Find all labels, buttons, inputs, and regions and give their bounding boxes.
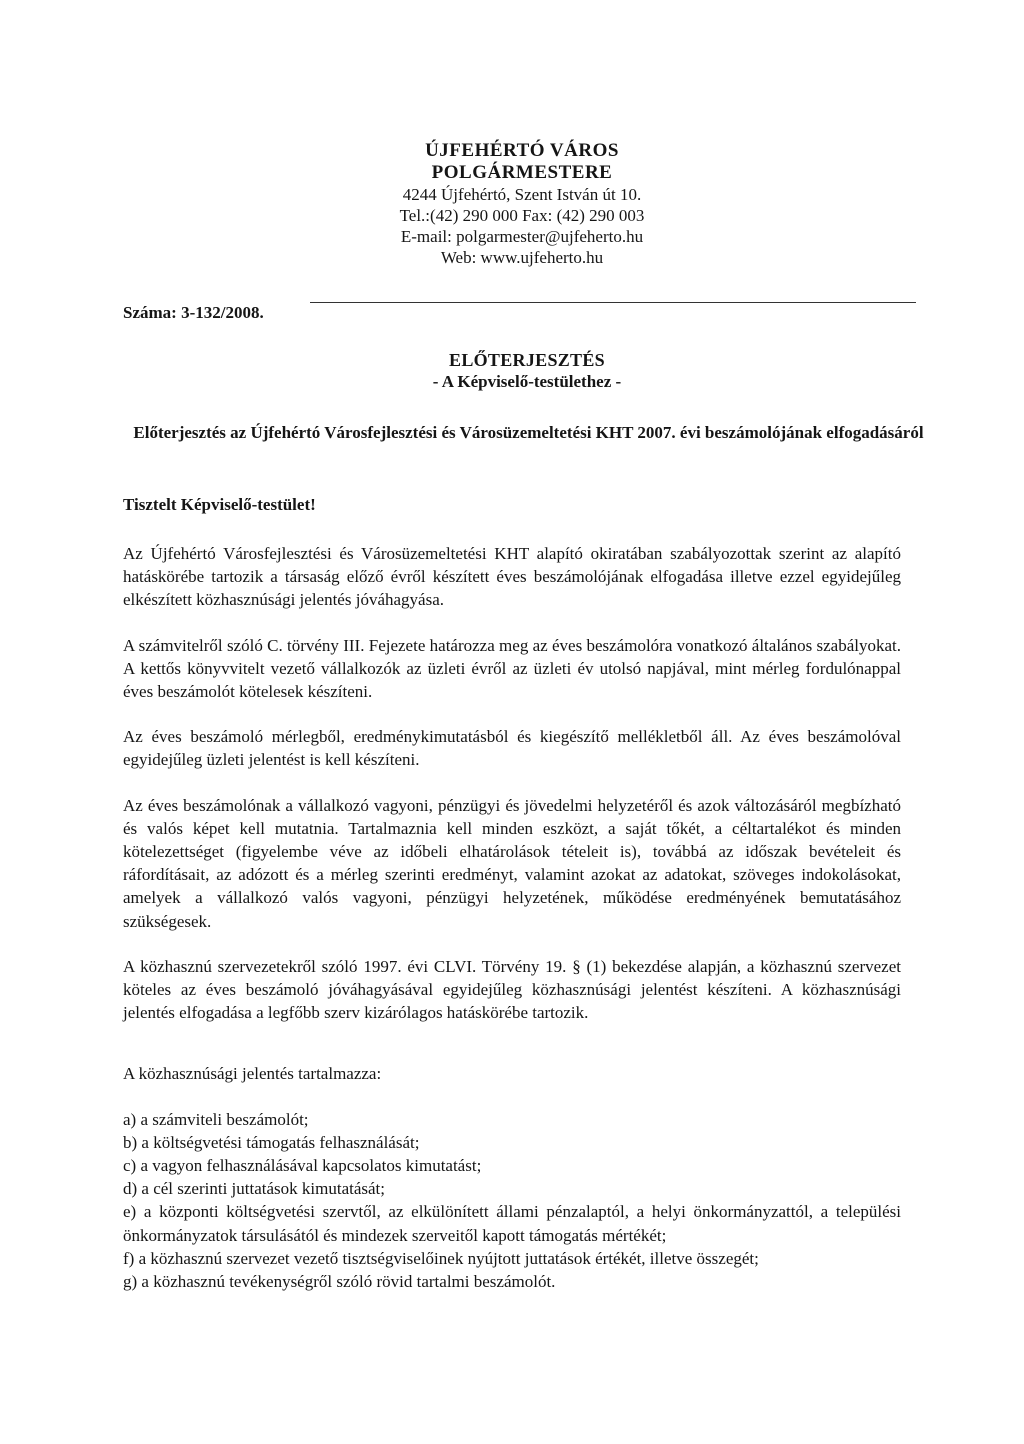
body-paragraph-5: A közhasznú szervezetekről szóló 1997. évi CLVI. Törvény 19. § (1) bekezdése alapján, a közhasznú szervezet köteles az éves beszámoló jóváhagyásával egyidejűleg közhasznúsági jelentést készíteni. A közhasznúsági jelentés elfogadása a legfőbb szerv kizárólagos hatáskörébe tartozik. [123, 956, 901, 1023]
document-type-title: ELŐTERJESZTÉS [449, 350, 605, 370]
org-phone-fax: Tel.:(42) 290 000 Fax: (42) 290 003 [399, 206, 645, 225]
org-email: E-mail: polgarmester@ujfeherto.hu [400, 227, 644, 246]
org-name-line1: ÚJFEHÉRTÓ VÁROS [425, 140, 619, 161]
org-web: Web: www.ujfeherto.hu [440, 248, 604, 267]
list-item: g) a közhasznú tevékenységről szóló rövid tartalmi beszámolót. [123, 1272, 556, 1292]
reference-number: Száma: 3-132/2008. [123, 303, 264, 322]
content-list [123, 1108, 901, 1294]
body-paragraph-2: A számvitelről szóló C. törvény III. Fejezete határozza meg az éves beszámolóra vonatkozó általános szabályokat. A kettős könyvvitelt vezető vállalkozók az üzleti évről az üzleti év utolsó napjával, mint mérleg fordulónappal éves beszámolót kötelesek készíteni. [123, 635, 901, 702]
body-paragraph-1: Az Újfehértó Városfejlesztési és Városüzemeltetési KHT alapító okiratában szabályozottak szerint az alapító hatáskörébe tartozik a társaság előző évről készített éves beszámolójának elfogadása illetve ezzel egyidejűleg elkészített közhasznúsági jelentés jóváhagyása. [123, 544, 901, 610]
salutation: Tisztelt Képviselő-testület! [123, 495, 316, 514]
header-divider [310, 302, 916, 303]
document-addressee: - A Képviselő-testülethez - [432, 372, 622, 391]
letterhead [0, 140, 1024, 268]
org-name-line2: POLGÁRMESTERE [431, 162, 613, 183]
document-type [0, 349, 1024, 393]
body-paragraph-4: Az éves beszámolónak a vállalkozó vagyoni, pénzügyi és jövedelmi helyzetéről és azok változásáról megbízható és valós képet kell mutatnia. Tartalmaznia kell minden eszközt, a saját tőkét, a céltartalékot és minden kötelezettséget (figyelembe véve az időbeli elhatárolások tételeit is), továbbá az időszak bevételeit és ráfordításait, az adózott és a mérleg szerinti eredményt, valamint azokat az adatokat, szöveges indokolásokat, amelyek a vállalkozó valós vagyoni, pénzügyi helyzetének, működése eredményének bemutatásához szükségesek. [123, 795, 901, 931]
list-item: f) a közhasznú szervezet vezető tisztségviselőinek nyújtott juttatások értékét, illetve összegét; [123, 1248, 759, 1268]
list-item: d) a cél szerinti juttatások kimutatását; [123, 1179, 385, 1199]
list-item: c) a vagyon felhasználásával kapcsolatos kimutatást; [123, 1156, 482, 1176]
list-item: b) a költségvetési támogatás felhasználását; [123, 1132, 420, 1152]
list-intro: A közhasznúsági jelentés tartalmazza: [123, 1064, 382, 1084]
document-body [123, 542, 901, 1293]
list-item: a) a számviteli beszámolót; [123, 1109, 309, 1129]
document-subject: Előterjesztés az Újfehértó Városfejlesztési és Városüzemeltetési KHT 2007. évi beszámolójának elfogadásáról [133, 423, 924, 442]
list-item: e) a központi költségvetési szervtől, az elkülönített állami pénzalaptól, a helyi önkormányzattól, a települési önkormányzatok társulásától és mindezek szerveitől kapott támogatás mértékét; [123, 1202, 901, 1245]
body-paragraph-3: Az éves beszámoló mérlegből, eredménykimutatásból és kiegészítő mellékletből áll. Az éves beszámolóval egyidejűleg üzleti jelentést is kell készíteni. [123, 727, 901, 770]
org-address: 4244 Újfehértó, Szent István út 10. [402, 185, 642, 204]
